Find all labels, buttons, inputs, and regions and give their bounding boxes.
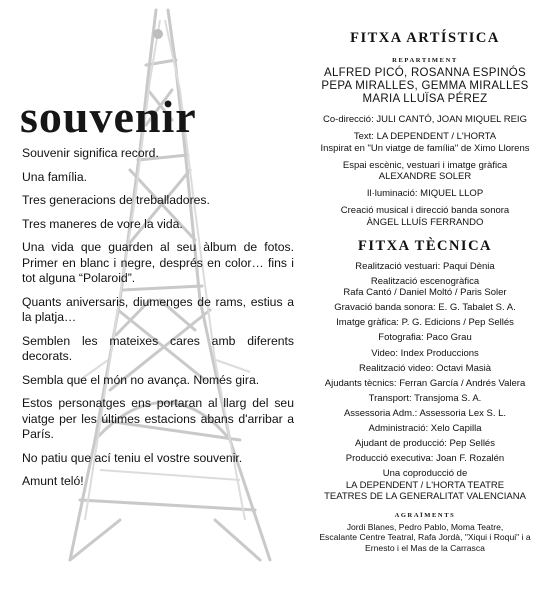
credit-line: Realització vestuari: Paqui Dènia [355, 260, 495, 272]
credit-line: Fotografia: Paco Grau [378, 332, 472, 344]
intro-paragraph: Tres generacions de treballadores. [22, 193, 210, 207]
credit-line: Imatge gràfica: P. G. Edicions / Pep Sellés [336, 317, 514, 329]
credit-line: Una coproducció de [382, 468, 468, 480]
credit-line: Rafa Cantó / Daniel Moltó / Paris Soler [343, 287, 507, 299]
intro-paragraph: Semblen les mateixes cares amb diferents decorats. [22, 333, 294, 363]
cast-line: ALFRED PICÓ, ROSANNA ESPINÓS [323, 67, 527, 79]
intro-paragraph: No patiu que ací teniu el vostre souvenir. [22, 450, 243, 465]
credit-line: Gravació banda sonora: E. G. Tabalet S. A. [334, 302, 516, 314]
credit-line: Ajudants tècnics: Ferran García / Andrés Valera [324, 377, 526, 389]
thanks-line: Escalante Centre Teatral, Rafa Jordà, "Xiqui i Roqui" i a [319, 532, 531, 543]
intro-paragraph: Estos personatges ens portaran al llarg del seu viatge per les últimes estacions abans d'arribar a París. [22, 396, 294, 441]
cast-list [298, 67, 552, 106]
credit-line: Il·luminació: MIQUEL LLOP [366, 188, 484, 199]
credit-line: Video: Index Produccions [371, 347, 479, 359]
intro-paragraph: Una vida que guarden al seu àlbum de fotos. Primer en blanc i negre, després en color… fins i tot alguna “Polaroid”. [22, 240, 294, 285]
credit-line: Creació musical i direcció banda sonora [340, 205, 510, 216]
thanks-line: Ernesto i el Mas de la Carrasca [365, 542, 485, 553]
credit-line: Text: LA DEPENDENT / L'HORTA [353, 131, 497, 142]
cast-label: REPARTIMENT [392, 57, 458, 64]
intro-paragraph: Amunt teló! [22, 474, 84, 488]
intro-paragraph: Souvenir significa record. [22, 146, 159, 160]
left-column [20, 91, 294, 498]
credit-line: Assessoria Adm.: Assessoria Lex S. L. [343, 407, 507, 419]
credit-line: TEATRES DE LA GENERALITAT VALENCIANA [324, 491, 526, 503]
credit-line: Administració: Xelo Capilla [368, 423, 482, 435]
intro-paragraph: Tres maneres de vore la vida. [22, 216, 183, 231]
credit-line: LA DEPENDENT / L'HORTA TEATRE [345, 479, 505, 491]
credit-line: Co-direcció: JULI CANTÓ, JOAN MIQUEL REIG [323, 114, 527, 125]
cast-line: PEPA MIRALLES, GEMMA MIRALLES [321, 80, 529, 92]
intro-paragraph: Una família. [22, 169, 88, 184]
credit-line: Transport: Transjoma S. A. [368, 392, 482, 404]
artistic-sheet-heading: FITXA ARTÍSTICA [350, 30, 500, 46]
thanks-line: Jordi Blanes, Pedro Pablo, Moma Teatre, [346, 521, 504, 532]
credit-line: Producció executiva: Joan F. Rozalén [345, 453, 505, 465]
thanks-label: AGRAÏMENTS [394, 511, 456, 519]
page-title: souvenir [20, 91, 197, 142]
cast-line: MARIA LLUÏSA PÉREZ [362, 93, 488, 105]
credit-line: Ajudant de producció: Pep Sellés [355, 438, 495, 450]
credits-column [298, 30, 552, 553]
credit-line: Espai escènic, vestuari i imatge gràfica [342, 159, 508, 171]
credit-line: ÀNGEL LLUÍS FERRANDO [366, 216, 484, 228]
technical-sheet-heading: FITXA TÈCNICA [357, 237, 493, 254]
credit-line: Realització video: Octavi Masià [359, 362, 491, 374]
credit-line: Realització escenogràfica [370, 275, 480, 287]
credit-line: ALEXANDRE SOLER [378, 171, 472, 182]
intro-paragraph: Sembla que el món no avança. Només gira. [22, 372, 260, 387]
intro-paragraph: Quants aniversaris, diumenges de rams, estius a la platja… [22, 294, 294, 324]
credit-line: Inspirat en "Un viatge de família" de Ximo Llorens [320, 142, 530, 154]
